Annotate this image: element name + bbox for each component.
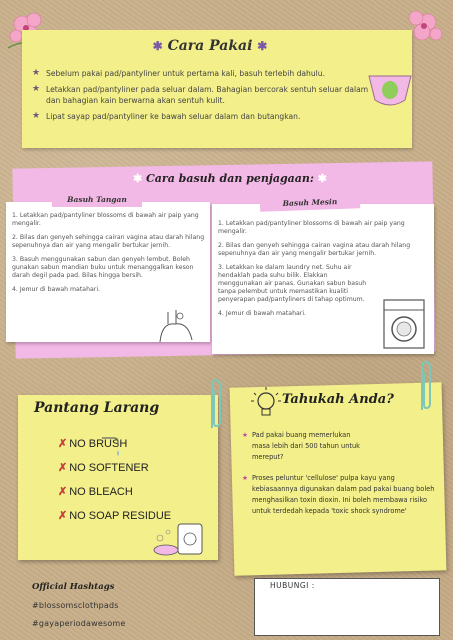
lightbulb-icon (250, 385, 282, 421)
x-mark-icon: ✗ (58, 486, 68, 498)
x-mark-icon: ✗ (58, 510, 68, 522)
list-item: 1. Letakkan pad/pantyliner blossoms di bawah air paip yang mengalir. (218, 220, 405, 235)
list-item: 2. Bilas dan genyeh sehingga cairan vagina atau darah hilang sepenuhnya dan air yang mengalir bertukar jernih. (218, 242, 411, 257)
star-icon: ✱ (257, 39, 268, 53)
list-item: ★ Lipat sayap pad/pantyliner ke bawah seluar dalam dan butangkan. (32, 111, 301, 121)
tahukah-anda-facts (242, 430, 442, 527)
star-icon: ✱ (152, 39, 163, 53)
basuh-mesin-label: Basuh Mesin (260, 194, 360, 211)
list-item: ★ Letakkan pad/pantyliner pada seluar dalam. Bahagian bercorak sentuh seluar dalam dan bahagian kain berwarna akan sentuh kulit. (32, 84, 369, 105)
hand-wash-icon (150, 302, 200, 352)
hashtags-title: Official Hashtags (32, 582, 115, 592)
hashtag-item: #gayaperiodawesome (32, 619, 126, 628)
washing-machine-icon (382, 298, 426, 350)
list-item: ✗ NO SOFTENER (58, 462, 149, 474)
list-item: ✗ NO SOAP RESIDUE (58, 510, 172, 522)
pantang-larang-title: Pantang Larang (34, 400, 160, 416)
star-bullet-icon: ★ (32, 111, 41, 121)
basuh-tangan-steps (12, 212, 207, 300)
x-mark-icon: ✗ (58, 438, 68, 450)
pad-illustration-icon (365, 70, 415, 110)
list-item: 4. Jemur di bawah matahari. (12, 286, 101, 293)
list-item: 2. Bilas dan genyeh sehingga cairan vagina atau darah hilang sepenuhnya dan air yang mengalir bertukar jernih. (12, 234, 205, 249)
list-item: ★ Proses peluntur 'cellulose' pulpa kayu yang kebiasaannya digunakan dalam pad pakai buang boleh menghasilkan toxin dioxin. Ini boleh membawa risiko untuk terdedah kepada 'toxic shock syndrome' (242, 474, 435, 515)
pantang-larang-list (58, 437, 208, 533)
list-item: 3. Letakkan ke dalam laundry net. Suhu air hendaklah pada suhu bilik. Elakkan menggunakan air panas. Gunakan sabun basuh tanpa pelembut untuk memastikan kualiti penyerapan pad/pantyliners di tahap optimum. (218, 264, 367, 303)
paperclip-icon (208, 378, 224, 434)
basuh-tangan-label: Basuh Tangan (52, 193, 142, 207)
list-item: 4. Jemur di bawah matahari. (218, 310, 307, 317)
list-item: ★ Pad pakai buang memerlukan masa lebih dari 500 tahun untuk mereput? (242, 431, 360, 461)
star-bullet-icon: ★ (32, 68, 41, 78)
star-icon: ✱ (132, 172, 143, 185)
x-mark-icon: ✗ (58, 462, 68, 474)
cara-pakai-steps (32, 68, 372, 127)
cara-basuh-title: ✱ Cara basuh dan penjagaan: ✱ (132, 172, 328, 185)
tahukah-anda-title: Tahukah Anda? (282, 392, 394, 407)
star-bullet-icon: ★ (242, 474, 248, 482)
faucet-icon (100, 432, 122, 458)
star-bullet-icon: ★ (32, 84, 41, 94)
hashtag-item: #blossomsclothpads (32, 601, 119, 610)
soap-icon (150, 520, 208, 558)
cara-pakai-title: ✱ Cara Pakai ✱ (152, 38, 268, 54)
list-item: 3. Basuh menggunakan sabun dan genyeh lembut. Boleh gunakan sabun mandian buku untuk menanggalkan keson darah degil pada pad. Bilas hingga bersih. (12, 256, 194, 279)
list-item: 1. Letakkan pad/pantyliner blossoms di bawah air paip yang mengalir. (12, 212, 199, 227)
star-bullet-icon: ★ (242, 431, 248, 439)
hubungi-label: HUBUNGI : (270, 581, 315, 590)
list-item: ★ Sebelum pakai pad/pantyliner untuk pertama kali, basuh terlebih dahulu. (32, 68, 325, 78)
star-icon: ✱ (317, 172, 328, 185)
list-item: ✗ NO BRUSH (58, 438, 128, 450)
list-item: ✗ NO BLEACH (58, 486, 133, 498)
